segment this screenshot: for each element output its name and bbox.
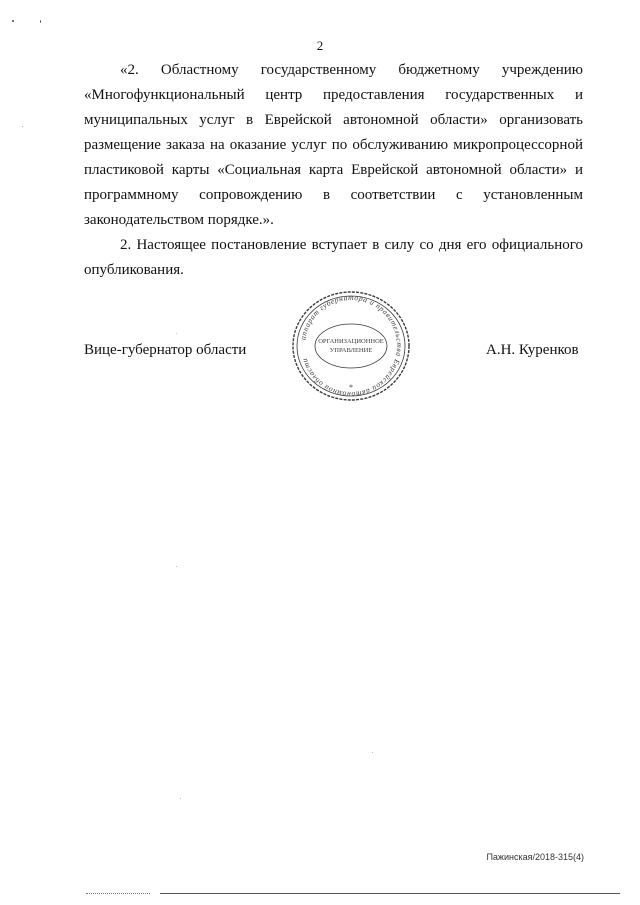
scan-speck — [22, 126, 23, 127]
bottom-rule — [160, 893, 620, 894]
scan-speck — [180, 798, 181, 799]
paragraph-effective-date: 2. Настоящее постановление вступает в силу со дня его официального опубликования. — [84, 237, 583, 278]
scan-speck — [12, 20, 14, 22]
seal-center-line-1: ОРГАНИЗАЦИОННОЕ — [318, 338, 384, 345]
scan-speck — [176, 566, 177, 567]
signer-name: А.Н. Куренков — [486, 342, 579, 358]
scan-speck — [372, 752, 373, 753]
signer-title: Вице-губернатор области — [84, 342, 247, 358]
seal-star-icon: * — [349, 383, 353, 392]
official-seal — [286, 288, 416, 404]
document-reference: Пажинская/2018-315(4) — [486, 852, 584, 862]
bottom-dotted-rule — [86, 893, 150, 894]
scan-speck — [176, 333, 177, 334]
paragraph-clause-2: «2. Областному государственному бюджетному учреждению «Многофункциональный центр предоставления государственных и муниципальных услуг в Еврейской автономной области» организовать размещение заказа на оказание услуг по обслуживанию микропроцессорной пластиковой карты «Социальная карта Еврейской автономной области» и программному сопровождению в соответствии с установленным законодательством порядке.». — [84, 62, 583, 228]
seal-outer-text: аппарат губернатора и правительства Еврейской автономной области — [298, 292, 405, 400]
scan-speck — [40, 20, 41, 23]
page-number: 2 — [316, 38, 324, 53]
seal-center-line-2: УПРАВЛЕНИЕ — [329, 347, 373, 354]
